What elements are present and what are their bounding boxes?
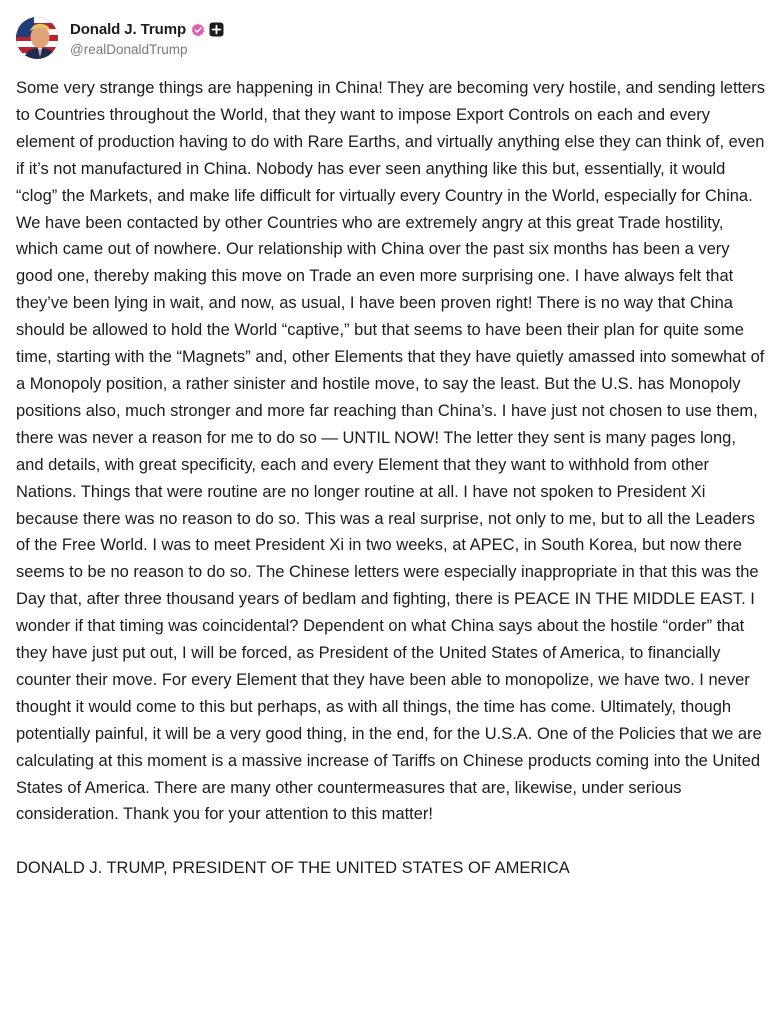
profile-photo-icon[interactable] <box>16 17 58 59</box>
post-header <box>16 16 224 60</box>
user-info <box>70 20 224 57</box>
name-row <box>70 20 224 40</box>
user-handle[interactable]: @realDonaldTrump <box>70 41 188 57</box>
post-signature: DONALD J. TRUMP, PRESIDENT OF THE UNITED STATES OF AMERICA <box>16 859 570 878</box>
plus-icon[interactable] <box>209 22 224 37</box>
verified-badge-icon <box>191 23 205 37</box>
post-text: Some very strange things are happening in China! They are becoming very hostile, and sending letters to Countries throughout the World, that they want to impose Export Controls on each and every element of production having to do with Rare Earths, and virtually anything else they can think of, even if it’s not manufactured in China. Nobody has ever seen anything like this but, essentially, it would “clog” the Markets, and make life difficult for virtually every Country in the World, especially for China. We have been contacted by other Countries who are extremely angry at this great Trade hostility, which came out of nowhere. Our relationship with China over the past six months has been a very good one, thereby making this move on Trade an even more surprising one. I have always felt that they’ve been lying in wait, and now, as usual, I have been proven right! There is no way that China should be allowed to hold the World “captive,” but that seems to have been their plan for quite some time, starting with the “Magnets” and, other Elements that they have quietly amassed into somewhat of a Monopoly position, a rather sinister and hostile move, to say the least. But the U.S. has Monopoly positions also, much stronger and more far reaching than China’s. I have just not chosen to use them, there was never a reason for me to do so — UNTIL NOW! The letter they sent is many pages long, and details, with great specificity, each and every Element that they want to withhold from other Nations. Things that were routine are no longer routine at all. I have not spoken to President Xi because there was no reason to do so. This was a real surprise, not only to me, but to all the Leaders of the Free World. I was to meet President Xi in two weeks, at APEC, in South Korea, but now there seems to be no reason to do so. The Chinese letters were especially inappropriate in that this was the Day that, after three thousand years of bedlam and fighting, there is PEACE IN THE MIDDLE EAST. I wonder if that timing was coincidental? Dependent on what China says about the hostile “order” that they have just put out, I will be forced, as President of the United States of America, to financially counter their move. For every Element that they have been able to monopolize, we have two. I never thought it would come to this but perhaps, as with all things, the time has come. Ultimately, though potentially painful, it will be a very good thing, in the end, for the U.S.A. One of the Policies that we are calculating at this moment is a massive increase of Tariffs on Chinese products coming into the United States of America. There are many other countermeasures that are, likewise, under serious consideration. Thank you for your attention to this matter! <box>16 79 766 824</box>
post-body <box>16 75 766 882</box>
display-name[interactable]: Donald J. Trump <box>70 21 187 38</box>
